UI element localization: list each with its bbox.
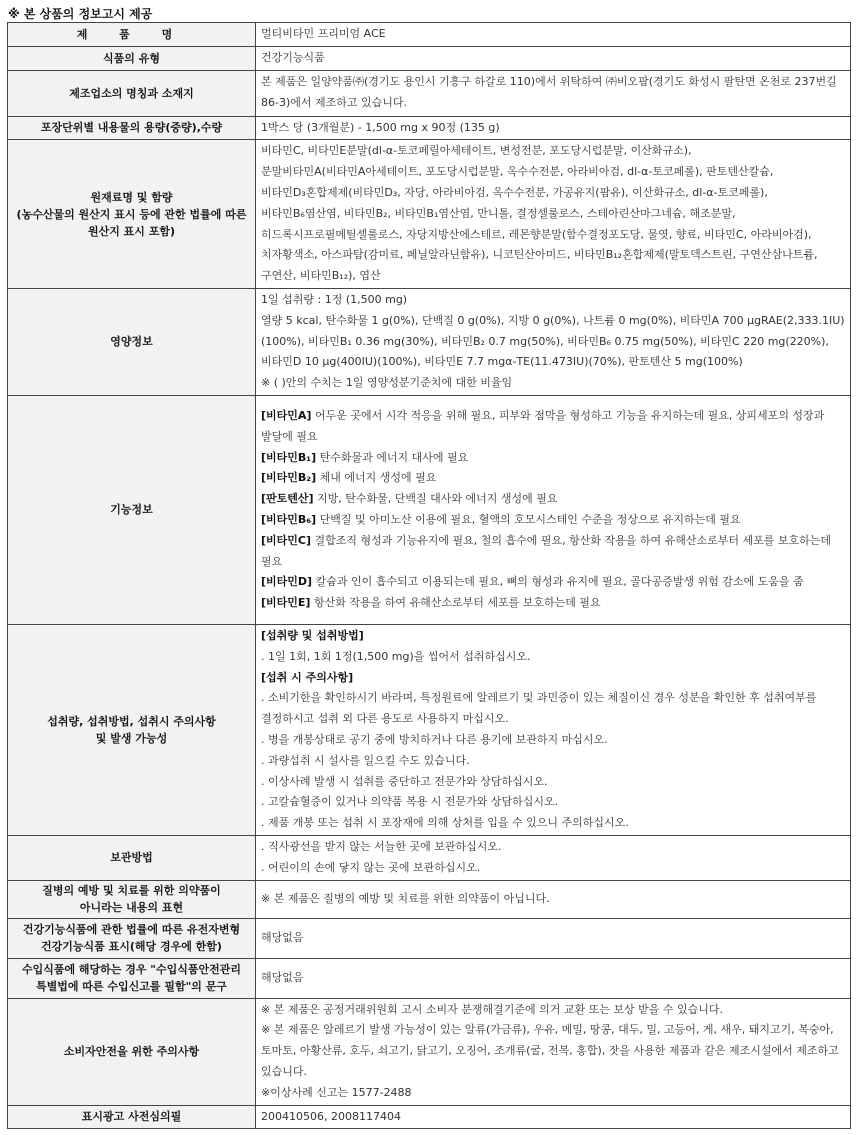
value-line: . 병을 개봉상태로 공기 중에 방치하거나 다른 용기에 보관하지 마십시오.: [261, 732, 608, 746]
value-line: . 과량섭취 시 설사를 일으킬 수도 있습니다.: [261, 753, 470, 767]
function-text: 체내 에너지 생성에 필요: [316, 471, 437, 485]
function-item: [261, 510, 845, 531]
value-line: 200410506, 2008117404: [261, 1109, 401, 1123]
value-line: 1일 섭취량 : 1정 (1,500 mg): [261, 292, 408, 306]
value-line: . 직사광선을 받지 않는 서늘한 곳에 보관하십시오.: [261, 839, 502, 853]
function-item: [261, 593, 845, 614]
row-label-not-medicine: 질병의 예방 및 치료를 위한 의약품이 아니라는 내용의 표현: [8, 880, 256, 918]
value-line: 해당없음: [261, 970, 304, 984]
function-text: 칼슘과 인이 흡수되고 이용되는데 필요, 뼈의 형성과 유지에 필요, 골다공증발생 위험 감소에 도움을 줌: [312, 575, 804, 589]
row-label-manufacturer: 제조업소의 명칭과 소재지: [8, 70, 256, 116]
table-row: [8, 880, 851, 918]
function-head: [비타민D]: [261, 575, 313, 589]
row-value-intake: [256, 624, 851, 835]
value-line: ※ 본 제품은 공정거래위원회 고시 소비자 분쟁해결기준에 의거 교환 또는 보상 받을 수 있습니다.: [261, 1002, 723, 1016]
table-row: [8, 1105, 851, 1129]
value-line: 건강기능식품: [261, 50, 325, 64]
function-head: [비타민A]: [261, 408, 312, 422]
function-item: [261, 572, 845, 593]
row-label-gmo: 건강기능식품에 관한 법률에 따른 유전자변형 건강기능식품 표시(해당 경우에 한함): [8, 918, 256, 958]
table-row: [8, 835, 851, 880]
function-text: 어두운 곳에서 시각 적응을 위해 필요, 피부와 점막을 형성하고 기능을 유지하는데 필요, 상피세포의 성장과 발달에 필요: [261, 408, 825, 443]
value-line: 본 제품은 일양약품㈜(경기도 용인시 기흥구 하갈로 110)에서 위탁하여 ㈜비오팜(경기도 화성시 팔탄면 온천로 237번길 86-3)에서 제조하고 있습니다.: [261, 75, 837, 110]
value-line: ※ 본 제품은 질병의 예방 및 치료를 위한 의약품이 아닙니다.: [261, 891, 550, 905]
row-label-package-quantity: 포장단위별 내용물의 용량(중량),수량: [8, 116, 256, 140]
function-text: 항산화 작용을 하여 유해산소로부터 세포를 보호하는데 필요: [310, 596, 601, 610]
function-head: [판토텐산]: [261, 492, 314, 506]
row-value-function-info: [256, 395, 851, 624]
function-head: [비타민C]: [261, 533, 312, 547]
row-value-not-medicine: [256, 880, 851, 918]
function-item: [261, 531, 845, 573]
value-line: 비타민C, 비타민E분말(dl-α-토코페릴아세테이트, 변성전분, 포도당시럽분말, 이산화규소), 분말비타민A(비타민A아세테이트, 포도당시럽분말, 옥수수전분, 아라비아검, dl-α-토코페롤), 판토텐산칼슘, 비타민D₃혼합제제(비타민D₃, 자당, 아라비아검, 옥수수전분, 가공유지(팜유), 이산화규소, dl-α-토코페롤), 비타민B₆염산염, 비타민B₂, 비타민B₁염산염, 만니톨, 결정셀룰로스, 스테아린산마그네슘, 해조분말, 히드록시프로필메틸셀룰로스, 자당지방산에스테르, 레몬향분말(함수결정포도당, 물엿, 향료, 비타민C, 아라비아검), 치자황색소, 아스파탐(감미료, 페닐알라닌함유), 니코틴산아미드, 비타민B₁₂혼합제제(말토덱스트린, 구연산삼나트륨, 구연산, 비타민B₁₂), 엽산: [261, 144, 818, 283]
row-label-intake: 섭취량, 섭취방법, 섭취시 주의사항 및 발생 가능성: [8, 624, 256, 835]
value-line: ※ ( )안의 수치는 1일 영양성분기준치에 대한 비율임: [261, 376, 513, 390]
row-value-storage: [256, 835, 851, 880]
function-text: 결합조직 형성과 기능유지에 필요, 철의 흡수에 필요, 항산화 작용을 하여 유해산소로부터 세포를 보호하는데 필요: [261, 533, 832, 568]
row-label-function-info: 기능정보: [8, 395, 256, 624]
function-item: [261, 406, 845, 448]
function-item: [261, 489, 845, 510]
table-row: [8, 998, 851, 1105]
row-value-manufacturer: [256, 70, 851, 116]
value-line: ※이상사례 신고는 1577-2488: [261, 1085, 412, 1099]
row-label-product-name: 제 품 명: [8, 23, 256, 47]
table-row: [8, 140, 851, 289]
row-value-ingredients: [256, 140, 851, 289]
row-label-ingredients: 원재료명 및 함량 (농수산물의 원산지 표시 등에 관한 법률에 따른 원산지 표시 포함): [8, 140, 256, 289]
row-value-consumer-safety: [256, 998, 851, 1105]
value-line: 열량 5 kcal, 탄수화물 1 g(0%), 단백질 0 g(0%), 지방 0 g(0%), 나트륨 0 mg(0%), 비타민A 700 μgRAE(2,333.1IU)(100%), 비타민B₁ 0.36 mg(30%), 비타민B₂ 0.7 mg(50%), 비타민B₆ 0.75 mg(50%), 비타민C 220 mg(220%), 비타민D 10 μg(400IU)(100%), 비타민E 7.7 mgα-TE(11.473IU)(70%), 판토텐산 5 mg(100%): [261, 313, 845, 369]
value-line: . 이상사례 발생 시 섭취를 중단하고 전문가와 상담하십시오.: [261, 774, 548, 788]
row-value-nutrition: [256, 288, 851, 395]
row-value-import: [256, 958, 851, 998]
notice-heading: ※ 본 상품의 정보고시 제공: [8, 7, 153, 21]
row-label-import: 수입식품에 해당하는 경우 "수입식품안전관리 특별법에 따른 수입신고를 필함"의 문구: [8, 958, 256, 998]
section-heading: [섭취 시 주의사항]: [261, 670, 354, 684]
value-line: 해당없음: [261, 930, 304, 944]
table-row: [8, 46, 851, 70]
row-label-nutrition: 영양정보: [8, 288, 256, 395]
table-row: [8, 395, 851, 624]
table-row: [8, 70, 851, 116]
value-line: 멀티비타민 프리미엄 ACE: [261, 27, 386, 40]
value-line: ※ 본 제품은 알레르기 발생 가능성이 있는 알류(가금류), 우유, 메밀, 땅콩, 대두, 밀, 고등어, 게, 새우, 돼지고기, 복숭아, 토마토, 아황산류, 호두, 쇠고기, 닭고기, 오징어, 조개류(굴, 전복, 홍합), 잣을 사용한 제품과 같은 제조시설에서 제조하고 있습니다.: [261, 1023, 839, 1078]
table-row: [8, 23, 851, 47]
row-value-gmo: [256, 918, 851, 958]
value-line: . 어린이의 손에 닿지 않는 곳에 보관하십시오.: [261, 860, 481, 874]
row-value-product-name: [256, 23, 851, 47]
value-line: . 제품 개봉 또는 섭취 시 포장재에 의해 상처를 입을 수 있으니 주의하십시오.: [261, 816, 629, 830]
function-text: 탄수화물과 에너지 대사에 필요: [316, 450, 469, 464]
function-text: 단백질 및 아미노산 이용에 필요, 혈액의 호모시스테인 수준을 정상으로 유지하는데 필요: [316, 512, 741, 526]
table-row: [8, 116, 851, 140]
row-label-ad-review: 표시광고 사전심의필: [8, 1105, 256, 1129]
function-head: [비타민B₆]: [261, 512, 317, 526]
function-text: 지방, 탄수화물, 단백질 대사와 에너지 생성에 필요: [313, 492, 558, 506]
value-line: . 1일 1회, 1회 1정(1,500 mg)을 씹어서 섭취하십시오.: [261, 649, 531, 663]
section-heading: [섭취량 및 섭취방법]: [261, 628, 364, 642]
row-value-ad-review: [256, 1105, 851, 1129]
function-item: [261, 468, 845, 489]
table-row: [8, 918, 851, 958]
value-line: 1박스 당 (3개월분) - 1,500 mg x 90정 (135 g): [261, 120, 500, 134]
function-item: [261, 448, 845, 469]
row-value-food-type: [256, 46, 851, 70]
table-row: [8, 624, 851, 835]
function-head: [비타민B₁]: [261, 450, 317, 464]
row-label-consumer-safety: 소비자안전을 위한 주의사항: [8, 998, 256, 1105]
row-value-package-quantity: [256, 116, 851, 140]
table-row: [8, 958, 851, 998]
product-info-table: [7, 22, 851, 1129]
table-row: [8, 288, 851, 395]
value-line: . 고칼슘혈증이 있거나 의약품 복용 시 전문가와 상담하십시오.: [261, 795, 559, 809]
function-head: [비타민B₂]: [261, 471, 317, 485]
row-label-storage: 보관방법: [8, 835, 256, 880]
function-head: [비타민E]: [261, 596, 311, 610]
value-line: . 소비기한을 확인하시기 바라며, 특정원료에 알레르기 및 과민증이 있는 체질이신 경우 성분을 확인한 후 섭취여부를 결정하시고 섭취 외 다른 용도로 사용하지 마십시오.: [261, 691, 817, 726]
row-label-food-type: 식품의 유형: [8, 46, 256, 70]
